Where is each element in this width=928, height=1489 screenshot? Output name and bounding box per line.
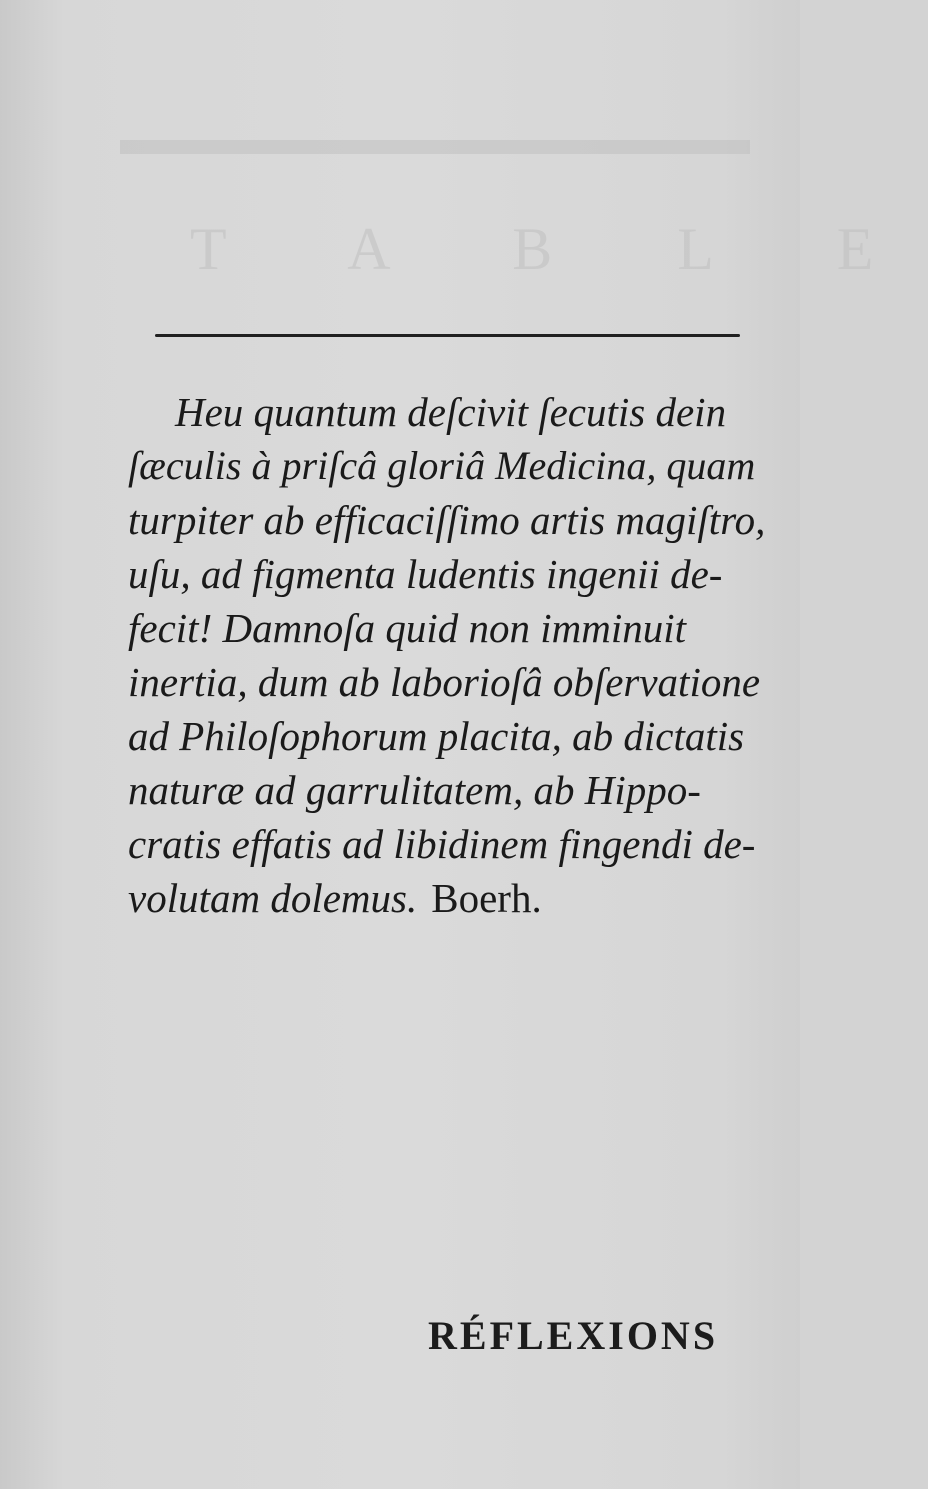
- epigraph-line: cratis effatis ad libidinem fingendi de-: [128, 821, 756, 867]
- section-heading: RÉFLEXIONS: [428, 1313, 719, 1358]
- show-through-text: T A B L E: [190, 216, 928, 282]
- epigraph-line: uſu, ad figmenta ludentis ingenii de-: [128, 551, 723, 597]
- epigraph-line: ſæculis à priſcâ gloriâ Medicina, quam: [128, 443, 756, 488]
- epigraph-line: inertia, dum ab laborioſâ obſervatione: [128, 659, 761, 705]
- epigraph-line: fecit! Damnoſa quid non imminuit: [128, 605, 687, 651]
- epigraph-last-line: [128, 871, 768, 925]
- epigraph-line: turpiter ab efficaciſſimo artis magiſtro,: [128, 497, 766, 543]
- epigraph-line: Heu quantum deſcivit ſecutis dein: [175, 389, 727, 435]
- attribution: Boerh.: [431, 875, 542, 921]
- epigraph: [128, 385, 768, 925]
- epigraph-line: naturæ ad garrulitatem, ab Hippo-: [128, 767, 701, 813]
- epigraph-line: volutam dolemus.: [128, 875, 418, 921]
- show-through-rule: [120, 140, 750, 154]
- epigraph-line: ad Philoſophorum placita, ab dictatis: [128, 713, 745, 759]
- top-rule: [155, 334, 740, 337]
